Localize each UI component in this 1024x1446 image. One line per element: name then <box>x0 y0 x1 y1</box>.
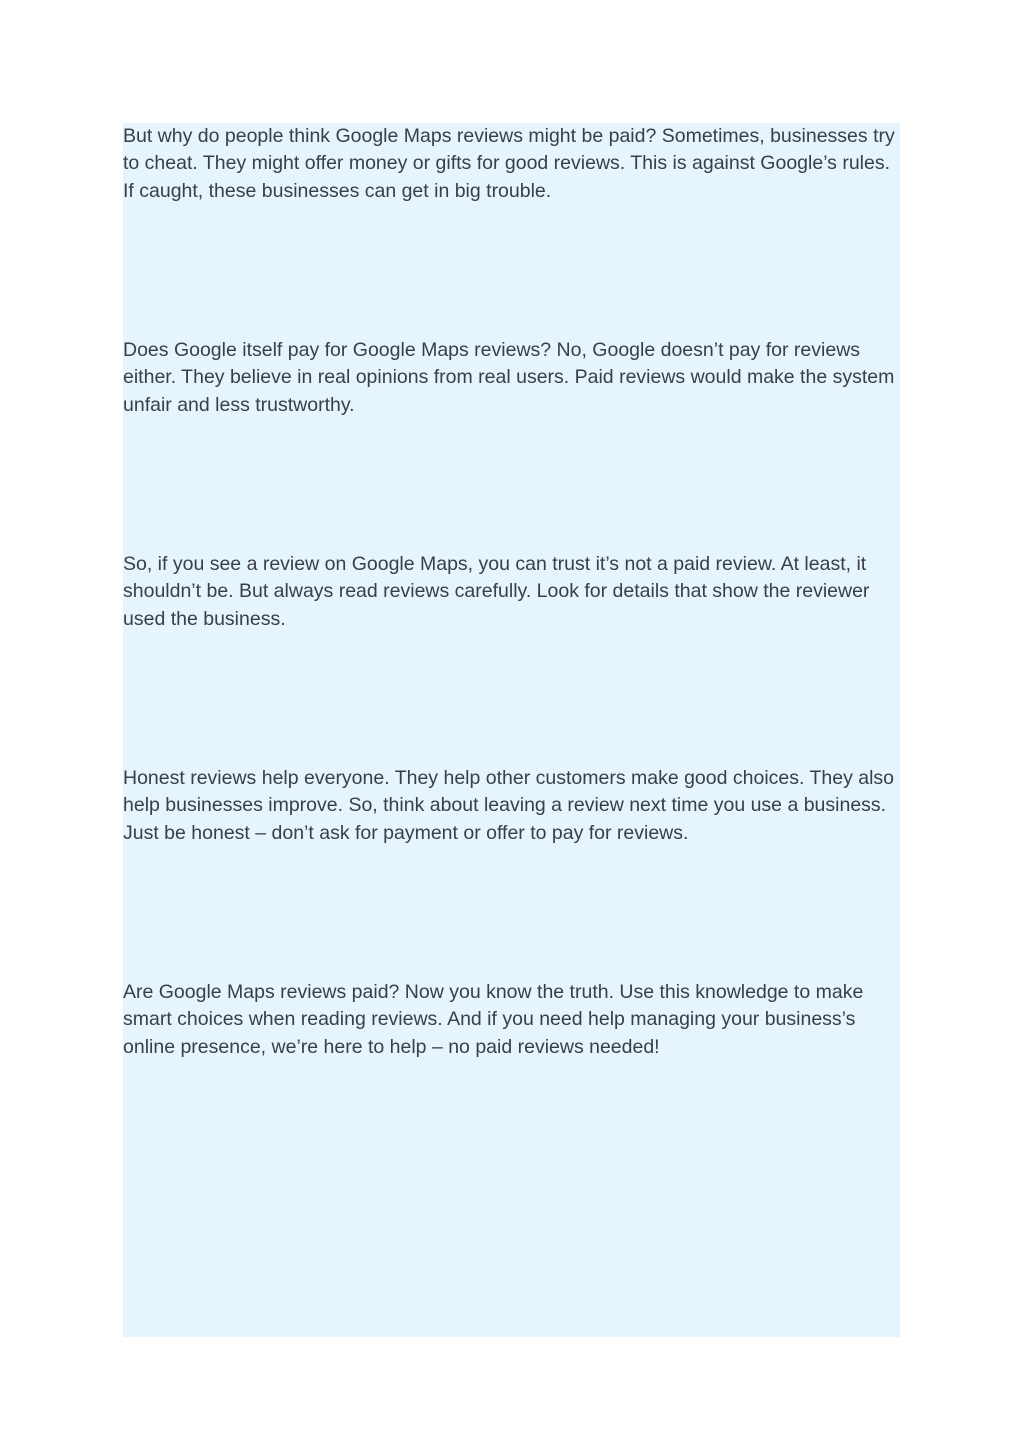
paragraph-honest-reviews: Honest reviews help everyone. They help other customers make good choices. They also help businesses improve. So, think about leaving a review next time you use a business. Just be honest – don’t ask for payment or offer to pay for reviews. <box>123 767 895 844</box>
content-panel <box>123 123 900 1337</box>
paragraph-conclusion: Are Google Maps reviews paid? Now you know the truth. Use this knowledge to make smart choices when reading reviews. And if you need help managing your business’s online presence, we’re here to help – no paid reviews needed! <box>123 981 864 1058</box>
paragraph-trust-reviews: So, if you see a review on Google Maps, you can trust it’s not a paid review. At least, it shouldn’t be. But always read reviews carefully. Look for details that show the reviewer used the business. <box>123 553 870 630</box>
paragraph-google-does-not-pay: Does Google itself pay for Google Maps reviews? No, Google doesn’t pay for reviews either. They believe in real opinions from real users. Paid reviews would make the system unfair and less trustworthy. <box>123 339 895 416</box>
paragraph-paid-reviews-cheating: But why do people think Google Maps reviews might be paid? Sometimes, businesses try to cheat. They might offer money or gifts for good reviews. This is against Google’s rules. If caught, these businesses can get in big trouble. <box>123 125 895 202</box>
